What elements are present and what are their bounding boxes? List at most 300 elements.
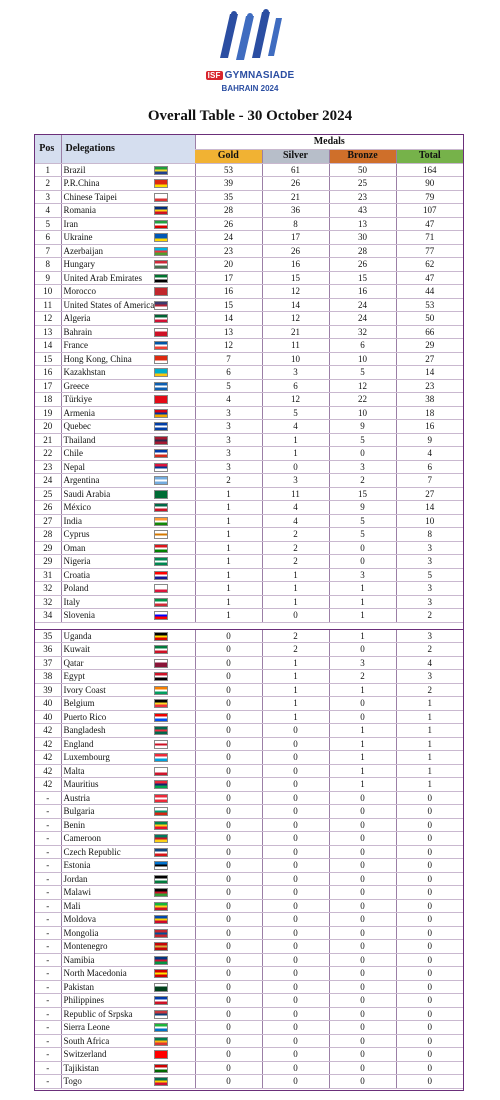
bronze-count: 24 xyxy=(329,298,396,312)
table-row xyxy=(35,312,463,326)
flag-icon xyxy=(154,780,168,789)
delegation-name: Italy xyxy=(61,595,128,609)
pos-cell: 32 xyxy=(35,595,61,609)
gold-count: 0 xyxy=(195,751,262,765)
pos-cell: 17 xyxy=(35,379,61,393)
flag-cell xyxy=(128,872,195,886)
medal-table xyxy=(34,134,464,1091)
pos-cell: 40 xyxy=(35,710,61,724)
silver-count: 1 xyxy=(262,568,329,582)
flag-cell xyxy=(128,217,195,231)
gold-count: 0 xyxy=(195,832,262,846)
silver-count: 1 xyxy=(262,710,329,724)
silver-count: 2 xyxy=(262,528,329,542)
silver-count: 12 xyxy=(262,393,329,407)
flag-icon xyxy=(154,274,168,283)
flag-icon xyxy=(154,1010,168,1019)
gold-count: 6 xyxy=(195,366,262,380)
pos-cell: - xyxy=(35,1048,61,1062)
bronze-count: 0 xyxy=(329,643,396,657)
table-row xyxy=(35,683,463,697)
total-count: 3 xyxy=(396,582,463,596)
gold-count: 0 xyxy=(195,683,262,697)
total-count: 0 xyxy=(396,967,463,981)
bronze-count: 0 xyxy=(329,845,396,859)
total-count: 38 xyxy=(396,393,463,407)
silver-count: 0 xyxy=(262,778,329,792)
pos-cell: - xyxy=(35,953,61,967)
bronze-count: 1 xyxy=(329,683,396,697)
total-count: 8 xyxy=(396,528,463,542)
gold-count: 13 xyxy=(195,325,262,339)
silver-count: 1 xyxy=(262,447,329,461)
pos-cell: - xyxy=(35,967,61,981)
flag-cell xyxy=(128,967,195,981)
pos-cell: 32 xyxy=(35,582,61,596)
bronze-count: 5 xyxy=(329,366,396,380)
pos-cell: - xyxy=(35,832,61,846)
silver-count: 21 xyxy=(262,190,329,204)
bronze-count: 0 xyxy=(329,1021,396,1035)
header-delegations: Delegations xyxy=(61,135,195,163)
flag-icon xyxy=(154,166,168,175)
flag-icon xyxy=(154,834,168,843)
flag-cell xyxy=(128,913,195,927)
bronze-count: 0 xyxy=(329,994,396,1008)
bronze-count: 5 xyxy=(329,433,396,447)
flag-icon xyxy=(154,503,168,512)
flag-icon xyxy=(154,476,168,485)
flag-icon xyxy=(154,645,168,654)
flag-icon xyxy=(154,672,168,681)
gold-count: 0 xyxy=(195,778,262,792)
pos-cell: 42 xyxy=(35,737,61,751)
table-row xyxy=(35,190,463,204)
bronze-count: 28 xyxy=(329,244,396,258)
silver-count: 0 xyxy=(262,940,329,954)
delegation-name: Kuwait xyxy=(61,643,128,657)
gold-count: 0 xyxy=(195,764,262,778)
silver-count: 8 xyxy=(262,217,329,231)
flag-cell xyxy=(128,514,195,528)
flag-icon xyxy=(154,422,168,431)
delegation-name: P.R.China xyxy=(61,177,128,191)
silver-count: 15 xyxy=(262,271,329,285)
silver-count: 0 xyxy=(262,994,329,1008)
silver-count: 12 xyxy=(262,312,329,326)
delegation-name: Namibia xyxy=(61,953,128,967)
table-row xyxy=(35,751,463,765)
flag-cell xyxy=(128,379,195,393)
pos-cell: 29 xyxy=(35,541,61,555)
table-row xyxy=(35,926,463,940)
delegation-name: United Arab Emirates xyxy=(61,271,128,285)
total-count: 7 xyxy=(396,474,463,488)
total-count: 0 xyxy=(396,791,463,805)
table-row xyxy=(35,366,463,380)
flag-cell xyxy=(128,447,195,461)
bronze-count: 10 xyxy=(329,352,396,366)
table-row xyxy=(35,1075,463,1089)
table-row xyxy=(35,393,463,407)
silver-count: 4 xyxy=(262,420,329,434)
pos-cell: 31 xyxy=(35,568,61,582)
gold-count: 0 xyxy=(195,643,262,657)
gold-count: 0 xyxy=(195,656,262,670)
silver-count: 5 xyxy=(262,406,329,420)
flag-cell xyxy=(128,285,195,299)
flag-cell xyxy=(128,832,195,846)
flag-cell xyxy=(128,697,195,711)
delegation-name: Morocco xyxy=(61,285,128,299)
gold-count: 1 xyxy=(195,541,262,555)
table-row xyxy=(35,899,463,913)
delegation-name: France xyxy=(61,339,128,353)
pos-cell: 24 xyxy=(35,474,61,488)
gold-count: 0 xyxy=(195,1021,262,1035)
silver-count: 36 xyxy=(262,204,329,218)
flag-cell xyxy=(128,609,195,623)
table-row xyxy=(35,710,463,724)
total-count: 16 xyxy=(396,420,463,434)
bronze-count: 9 xyxy=(329,501,396,515)
flag-icon xyxy=(154,1077,168,1086)
table-row xyxy=(35,487,463,501)
delegation-name: North Macedonia xyxy=(61,967,128,981)
bronze-count: 30 xyxy=(329,231,396,245)
flag-icon xyxy=(154,328,168,337)
table-row xyxy=(35,778,463,792)
delegation-name: Thailand xyxy=(61,433,128,447)
gold-count: 53 xyxy=(195,163,262,177)
flag-icon xyxy=(154,969,168,978)
delegation-name: Philippines xyxy=(61,994,128,1008)
total-count: 1 xyxy=(396,724,463,738)
flag-cell xyxy=(128,683,195,697)
total-count: 77 xyxy=(396,244,463,258)
delegation-name: Malawi xyxy=(61,886,128,900)
total-count: 79 xyxy=(396,190,463,204)
pos-cell: 42 xyxy=(35,778,61,792)
pos-cell: 19 xyxy=(35,406,61,420)
silver-count: 6 xyxy=(262,379,329,393)
table-body-top xyxy=(35,163,463,622)
table-row xyxy=(35,433,463,447)
logo-bahrain-text: BAHRAIN 2024 xyxy=(221,84,279,93)
silver-count: 11 xyxy=(262,487,329,501)
table-row xyxy=(35,737,463,751)
flag-cell xyxy=(128,1061,195,1075)
delegation-name: Egypt xyxy=(61,670,128,684)
bronze-count: 5 xyxy=(329,528,396,542)
table-row xyxy=(35,447,463,461)
table-row xyxy=(35,1021,463,1035)
bronze-count: 0 xyxy=(329,926,396,940)
total-count: 0 xyxy=(396,845,463,859)
silver-count: 1 xyxy=(262,670,329,684)
flag-cell xyxy=(128,1021,195,1035)
total-count: 0 xyxy=(396,1021,463,1035)
logo-isf-badge: ISF xyxy=(207,71,221,80)
flag-icon xyxy=(154,517,168,526)
flag-cell xyxy=(128,1075,195,1089)
total-count: 1 xyxy=(396,697,463,711)
delegation-name: Malta xyxy=(61,764,128,778)
gold-count: 3 xyxy=(195,406,262,420)
silver-count: 0 xyxy=(262,872,329,886)
flag-cell xyxy=(128,724,195,738)
gold-count: 1 xyxy=(195,501,262,515)
total-count: 62 xyxy=(396,258,463,272)
delegation-name: Cyprus xyxy=(61,528,128,542)
total-count: 0 xyxy=(396,886,463,900)
pos-cell: 21 xyxy=(35,433,61,447)
pos-cell: 18 xyxy=(35,393,61,407)
delegation-name: Armenia xyxy=(61,406,128,420)
delegation-name: Hungary xyxy=(61,258,128,272)
delegation-name: Algeria xyxy=(61,312,128,326)
delegation-name: England xyxy=(61,737,128,751)
bronze-count: 6 xyxy=(329,339,396,353)
bronze-count: 3 xyxy=(329,656,396,670)
bronze-count: 1 xyxy=(329,778,396,792)
total-count: 3 xyxy=(396,670,463,684)
flag-icon xyxy=(154,598,168,607)
delegation-name: Brazil xyxy=(61,163,128,177)
delegation-name: Qatar xyxy=(61,656,128,670)
flag-cell xyxy=(128,595,195,609)
flag-icon xyxy=(154,301,168,310)
flag-icon xyxy=(154,355,168,364)
flag-icon xyxy=(154,490,168,499)
delegation-name: Uganda xyxy=(61,629,128,643)
table-row xyxy=(35,582,463,596)
silver-count: 0 xyxy=(262,1048,329,1062)
bronze-count: 5 xyxy=(329,514,396,528)
gold-count: 0 xyxy=(195,872,262,886)
logo-figures-icon xyxy=(214,8,286,68)
pos-cell: 39 xyxy=(35,683,61,697)
total-count: 0 xyxy=(396,1034,463,1048)
header-silver: Silver xyxy=(262,149,329,163)
delegation-name: Bangladesh xyxy=(61,724,128,738)
silver-count: 1 xyxy=(262,595,329,609)
delegation-name: Republic of Srpska xyxy=(61,1007,128,1021)
bronze-count: 0 xyxy=(329,886,396,900)
delegation-name: Sierra Leone xyxy=(61,1021,128,1035)
total-count: 0 xyxy=(396,953,463,967)
table-row xyxy=(35,217,463,231)
bronze-count: 15 xyxy=(329,487,396,501)
silver-count: 2 xyxy=(262,555,329,569)
table-row xyxy=(35,1034,463,1048)
pos-cell: - xyxy=(35,913,61,927)
flag-cell xyxy=(128,474,195,488)
bronze-count: 0 xyxy=(329,1034,396,1048)
flag-cell xyxy=(128,487,195,501)
delegation-name: Ukraine xyxy=(61,231,128,245)
silver-count: 16 xyxy=(262,258,329,272)
flag-icon xyxy=(154,368,168,377)
gold-count: 0 xyxy=(195,953,262,967)
flag-icon xyxy=(154,983,168,992)
total-count: 1 xyxy=(396,778,463,792)
pos-cell: - xyxy=(35,845,61,859)
pos-cell: 36 xyxy=(35,643,61,657)
total-count: 47 xyxy=(396,271,463,285)
delegation-name: Moldova xyxy=(61,913,128,927)
total-count: 0 xyxy=(396,926,463,940)
table-row xyxy=(35,643,463,657)
silver-count: 1 xyxy=(262,433,329,447)
flag-icon xyxy=(154,247,168,256)
table-row xyxy=(35,339,463,353)
page-title: Overall Table - 30 October 2024 xyxy=(147,108,353,124)
delegation-name: Hong Kong, China xyxy=(61,352,128,366)
pos-cell: 40 xyxy=(35,697,61,711)
flag-icon xyxy=(154,794,168,803)
table-separator xyxy=(35,622,463,629)
total-count: 14 xyxy=(396,501,463,515)
delegation-name: México xyxy=(61,501,128,515)
table-row xyxy=(35,420,463,434)
flag-icon xyxy=(154,584,168,593)
silver-count: 0 xyxy=(262,805,329,819)
silver-count: 0 xyxy=(262,1075,329,1089)
flag-icon xyxy=(154,571,168,580)
silver-count: 0 xyxy=(262,953,329,967)
flag-cell xyxy=(128,366,195,380)
table-row xyxy=(35,724,463,738)
pos-cell: - xyxy=(35,980,61,994)
total-count: 1 xyxy=(396,710,463,724)
flag-icon xyxy=(154,821,168,830)
table-row xyxy=(35,406,463,420)
silver-count: 2 xyxy=(262,541,329,555)
pos-cell: - xyxy=(35,926,61,940)
gold-count: 0 xyxy=(195,697,262,711)
bronze-count: 1 xyxy=(329,724,396,738)
gold-count: 39 xyxy=(195,177,262,191)
table-row xyxy=(35,204,463,218)
flag-icon xyxy=(154,1037,168,1046)
gold-count: 3 xyxy=(195,460,262,474)
flag-cell xyxy=(128,1007,195,1021)
table-row xyxy=(35,980,463,994)
gold-count: 0 xyxy=(195,967,262,981)
total-count: 2 xyxy=(396,643,463,657)
flag-cell xyxy=(128,980,195,994)
bronze-count: 15 xyxy=(329,271,396,285)
silver-count: 3 xyxy=(262,366,329,380)
bronze-count: 0 xyxy=(329,1061,396,1075)
table-row xyxy=(35,514,463,528)
pos-cell: 10 xyxy=(35,285,61,299)
flag-icon xyxy=(154,287,168,296)
pos-cell: 13 xyxy=(35,325,61,339)
total-count: 0 xyxy=(396,994,463,1008)
delegation-name: Togo xyxy=(61,1075,128,1089)
gold-count: 0 xyxy=(195,1075,262,1089)
table-row xyxy=(35,231,463,245)
pos-cell: 3 xyxy=(35,190,61,204)
flag-icon xyxy=(154,740,168,749)
pos-cell: 16 xyxy=(35,366,61,380)
pos-cell: 4 xyxy=(35,204,61,218)
bronze-count: 2 xyxy=(329,474,396,488)
gold-count: 4 xyxy=(195,393,262,407)
silver-count: 2 xyxy=(262,643,329,657)
pos-cell: 26 xyxy=(35,501,61,515)
bronze-count: 23 xyxy=(329,190,396,204)
gold-count: 1 xyxy=(195,595,262,609)
gold-count: 0 xyxy=(195,629,262,643)
total-count: 1 xyxy=(396,737,463,751)
flag-cell xyxy=(128,433,195,447)
bronze-count: 1 xyxy=(329,737,396,751)
bronze-count: 1 xyxy=(329,751,396,765)
table-row xyxy=(35,845,463,859)
table-row xyxy=(35,555,463,569)
flag-icon xyxy=(154,726,168,735)
silver-count: 26 xyxy=(262,244,329,258)
total-count: 4 xyxy=(396,656,463,670)
delegation-name: Oman xyxy=(61,541,128,555)
table-row xyxy=(35,177,463,191)
flag-icon xyxy=(154,463,168,472)
bronze-count: 0 xyxy=(329,710,396,724)
total-count: 1 xyxy=(396,764,463,778)
flag-cell xyxy=(128,1034,195,1048)
total-count: 0 xyxy=(396,913,463,927)
bronze-count: 0 xyxy=(329,940,396,954)
total-count: 0 xyxy=(396,859,463,873)
delegation-name: Nigeria xyxy=(61,555,128,569)
delegation-name: Chile xyxy=(61,447,128,461)
total-count: 27 xyxy=(396,487,463,501)
flag-icon xyxy=(154,1023,168,1032)
pos-cell: 12 xyxy=(35,312,61,326)
delegation-name: Iran xyxy=(61,217,128,231)
total-count: 53 xyxy=(396,298,463,312)
gold-count: 2 xyxy=(195,474,262,488)
bronze-count: 25 xyxy=(329,177,396,191)
flag-cell xyxy=(128,899,195,913)
silver-count: 0 xyxy=(262,1021,329,1035)
flag-icon xyxy=(154,449,168,458)
bronze-count: 0 xyxy=(329,899,396,913)
gold-count: 0 xyxy=(195,670,262,684)
delegation-name: Puerto Rico xyxy=(61,710,128,724)
flag-icon xyxy=(154,179,168,188)
gold-count: 0 xyxy=(195,940,262,954)
pos-cell: 29 xyxy=(35,555,61,569)
bronze-count: 0 xyxy=(329,818,396,832)
total-count: 18 xyxy=(396,406,463,420)
table-row xyxy=(35,325,463,339)
table-row xyxy=(35,886,463,900)
flag-icon xyxy=(154,807,168,816)
total-count: 0 xyxy=(396,940,463,954)
gold-count: 7 xyxy=(195,352,262,366)
gold-count: 0 xyxy=(195,980,262,994)
total-count: 0 xyxy=(396,1061,463,1075)
delegation-name: Benin xyxy=(61,818,128,832)
gold-count: 0 xyxy=(195,1007,262,1021)
bronze-count: 3 xyxy=(329,460,396,474)
gold-count: 0 xyxy=(195,737,262,751)
total-count: 23 xyxy=(396,379,463,393)
